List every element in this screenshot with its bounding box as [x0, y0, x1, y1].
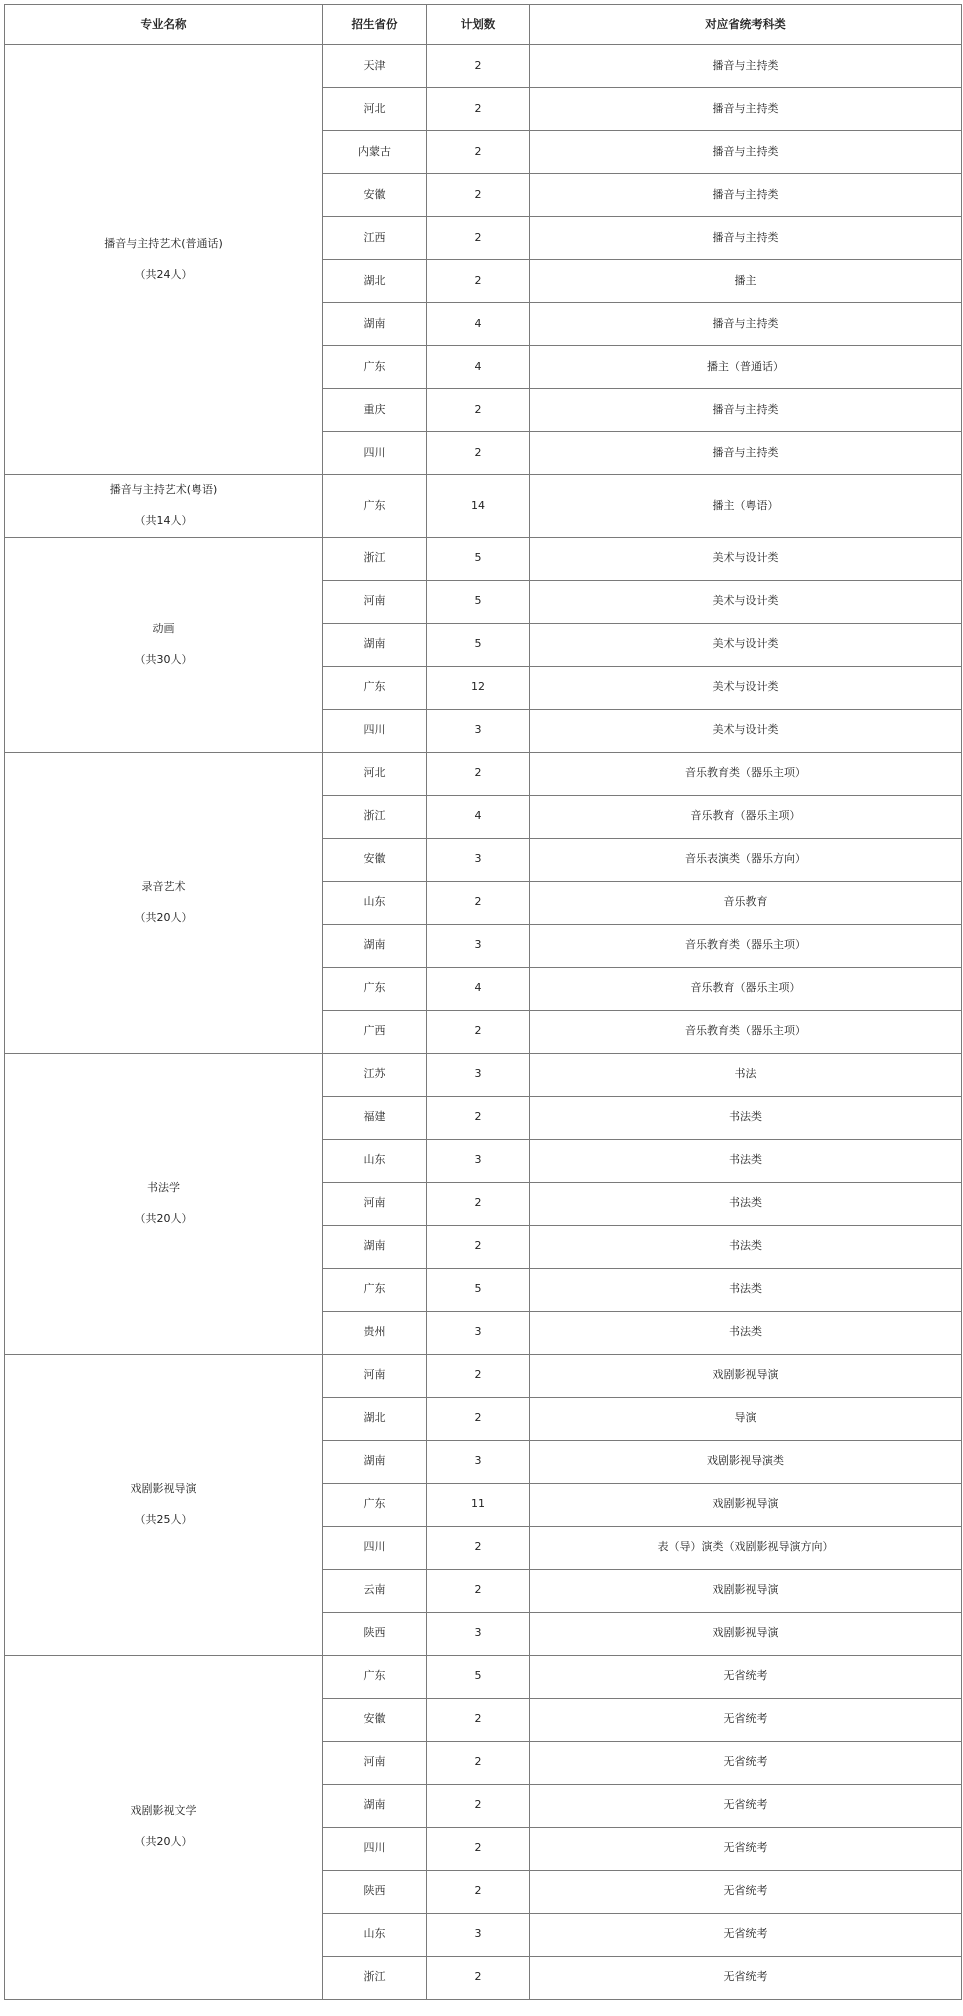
province-cell: 湖南: [323, 1225, 427, 1268]
plan-cell: 2: [427, 1096, 530, 1139]
plan-cell: 3: [427, 1913, 530, 1956]
category-cell: 书法类: [530, 1182, 962, 1225]
major-cell: [5, 45, 323, 475]
category-cell: 播音与主持类: [530, 131, 962, 174]
province-cell: 贵州: [323, 1311, 427, 1354]
category-cell: 书法类: [530, 1139, 962, 1182]
category-cell: 播音与主持类: [530, 217, 962, 260]
category-cell: 音乐教育类（器乐主项）: [530, 752, 962, 795]
plan-cell: 2: [427, 45, 530, 88]
category-cell: 播主（粤语）: [530, 475, 962, 538]
category-cell: 音乐教育（器乐主项）: [530, 967, 962, 1010]
province-cell: 广西: [323, 1010, 427, 1053]
category-cell: 音乐教育类（器乐主项）: [530, 924, 962, 967]
plan-cell: 2: [427, 1354, 530, 1397]
category-cell: 播音与主持类: [530, 174, 962, 217]
province-cell: 陕西: [323, 1612, 427, 1655]
province-cell: 河南: [323, 1182, 427, 1225]
category-cell: 无省统考: [530, 1913, 962, 1956]
category-cell: 播音与主持类: [530, 303, 962, 346]
category-cell: 书法类: [530, 1096, 962, 1139]
category-cell: 播主（普通话）: [530, 346, 962, 389]
admission-plan-table: [4, 4, 962, 2000]
plan-cell: 3: [427, 1440, 530, 1483]
plan-cell: 3: [427, 838, 530, 881]
major-cell: [5, 1655, 323, 1999]
table-row: [5, 537, 962, 580]
plan-cell: 3: [427, 1139, 530, 1182]
province-cell: 四川: [323, 1827, 427, 1870]
province-cell: 江苏: [323, 1053, 427, 1096]
plan-cell: 3: [427, 1311, 530, 1354]
plan-cell: 2: [427, 1010, 530, 1053]
header-major: 专业名称: [5, 5, 323, 45]
plan-cell: 2: [427, 1741, 530, 1784]
plan-cell: 4: [427, 795, 530, 838]
category-cell: 播主: [530, 260, 962, 303]
province-cell: 内蒙古: [323, 131, 427, 174]
category-cell: 美术与设计类: [530, 580, 962, 623]
plan-cell: 2: [427, 1698, 530, 1741]
plan-cell: 3: [427, 924, 530, 967]
province-cell: 广东: [323, 475, 427, 538]
province-cell: 广东: [323, 1483, 427, 1526]
major-total: （共14人）: [134, 513, 193, 527]
table-row: [5, 1354, 962, 1397]
plan-cell: 5: [427, 537, 530, 580]
table-row: [5, 1053, 962, 1096]
province-cell: 浙江: [323, 1956, 427, 1999]
province-cell: 湖北: [323, 1397, 427, 1440]
plan-cell: 3: [427, 1612, 530, 1655]
major-name: 播音与主持艺术(普通话): [104, 236, 223, 250]
major-name: 录音艺术: [141, 879, 186, 893]
plan-cell: 5: [427, 580, 530, 623]
plan-cell: 14: [427, 475, 530, 538]
major-total: （共20人）: [134, 1211, 193, 1225]
province-cell: 河南: [323, 580, 427, 623]
province-cell: 广东: [323, 1655, 427, 1698]
plan-cell: 2: [427, 88, 530, 131]
plan-cell: 2: [427, 1526, 530, 1569]
category-cell: 美术与设计类: [530, 537, 962, 580]
plan-cell: 2: [427, 1182, 530, 1225]
category-cell: 戏剧影视导演: [530, 1354, 962, 1397]
province-cell: 河南: [323, 1741, 427, 1784]
category-cell: 导演: [530, 1397, 962, 1440]
major-cell: [5, 1354, 323, 1655]
province-cell: 山东: [323, 1139, 427, 1182]
table-row: [5, 45, 962, 88]
category-cell: 戏剧影视导演: [530, 1483, 962, 1526]
province-cell: 湖南: [323, 924, 427, 967]
major-total: （共25人）: [134, 1512, 193, 1526]
province-cell: 湖南: [323, 1784, 427, 1827]
table-row: [5, 1655, 962, 1698]
plan-cell: 2: [427, 752, 530, 795]
category-cell: 戏剧影视导演: [530, 1612, 962, 1655]
plan-cell: 2: [427, 1225, 530, 1268]
category-cell: 书法: [530, 1053, 962, 1096]
province-cell: 河北: [323, 752, 427, 795]
province-cell: 湖南: [323, 623, 427, 666]
plan-cell: 4: [427, 346, 530, 389]
category-cell: 美术与设计类: [530, 623, 962, 666]
category-cell: 播音与主持类: [530, 432, 962, 475]
category-cell: 音乐教育: [530, 881, 962, 924]
category-cell: 播音与主持类: [530, 389, 962, 432]
category-cell: 无省统考: [530, 1741, 962, 1784]
major-total: （共30人）: [134, 652, 193, 666]
major-name: 书法学: [147, 1180, 180, 1194]
province-cell: 浙江: [323, 795, 427, 838]
major-cell: [5, 1053, 323, 1354]
header-plan: 计划数: [427, 5, 530, 45]
province-cell: 河北: [323, 88, 427, 131]
province-cell: 湖南: [323, 1440, 427, 1483]
plan-cell: 4: [427, 303, 530, 346]
province-cell: 福建: [323, 1096, 427, 1139]
major-name: 播音与主持艺术(粤语): [109, 483, 218, 496]
province-cell: 浙江: [323, 537, 427, 580]
plan-cell: 2: [427, 131, 530, 174]
plan-cell: 2: [427, 1397, 530, 1440]
province-cell: 山东: [323, 881, 427, 924]
province-cell: 四川: [323, 709, 427, 752]
major-cell: [5, 752, 323, 1053]
category-cell: 无省统考: [530, 1956, 962, 1999]
province-cell: 四川: [323, 1526, 427, 1569]
plan-cell: 2: [427, 260, 530, 303]
plan-cell: 2: [427, 1956, 530, 1999]
province-cell: 安徽: [323, 1698, 427, 1741]
plan-cell: 5: [427, 623, 530, 666]
plan-cell: 3: [427, 1053, 530, 1096]
plan-cell: 11: [427, 1483, 530, 1526]
province-cell: 四川: [323, 432, 427, 475]
category-cell: 戏剧影视导演: [530, 1569, 962, 1612]
plan-cell: 2: [427, 881, 530, 924]
province-cell: 云南: [323, 1569, 427, 1612]
plan-cell: 2: [427, 174, 530, 217]
category-cell: 无省统考: [530, 1784, 962, 1827]
category-cell: 无省统考: [530, 1827, 962, 1870]
category-cell: 美术与设计类: [530, 666, 962, 709]
category-cell: 无省统考: [530, 1698, 962, 1741]
table-body: [5, 45, 962, 2000]
plan-cell: 2: [427, 1784, 530, 1827]
province-cell: 天津: [323, 45, 427, 88]
plan-cell: 3: [427, 709, 530, 752]
category-cell: 播音与主持类: [530, 45, 962, 88]
category-cell: 书法类: [530, 1311, 962, 1354]
province-cell: 湖南: [323, 303, 427, 346]
province-cell: 江西: [323, 217, 427, 260]
table-row: [5, 475, 962, 538]
header-province: 招生省份: [323, 5, 427, 45]
category-cell: 书法类: [530, 1225, 962, 1268]
plan-cell: 2: [427, 389, 530, 432]
province-cell: 安徽: [323, 174, 427, 217]
province-cell: 广东: [323, 346, 427, 389]
province-cell: 河南: [323, 1354, 427, 1397]
category-cell: 播音与主持类: [530, 88, 962, 131]
major-total: （共24人）: [134, 267, 193, 281]
plan-cell: 2: [427, 217, 530, 260]
province-cell: 湖北: [323, 260, 427, 303]
major-name: 动画: [152, 621, 175, 635]
major-total: （共20人）: [134, 1835, 193, 1849]
province-cell: 重庆: [323, 389, 427, 432]
category-cell: 音乐教育类（器乐主项）: [530, 1010, 962, 1053]
major-cell: [5, 475, 323, 538]
category-cell: 音乐表演类（器乐方向）: [530, 838, 962, 881]
category-cell: 无省统考: [530, 1870, 962, 1913]
province-cell: 安徽: [323, 838, 427, 881]
plan-cell: 2: [427, 1870, 530, 1913]
plan-cell: 2: [427, 432, 530, 475]
table-row: [5, 752, 962, 795]
header-category: 对应省统考科类: [530, 5, 962, 45]
plan-cell: 12: [427, 666, 530, 709]
plan-cell: 5: [427, 1268, 530, 1311]
province-cell: 广东: [323, 1268, 427, 1311]
plan-cell: 2: [427, 1827, 530, 1870]
table-header-row: [5, 5, 962, 45]
category-cell: 美术与设计类: [530, 709, 962, 752]
plan-cell: 2: [427, 1569, 530, 1612]
plan-cell: 5: [427, 1655, 530, 1698]
major-cell: [5, 537, 323, 752]
province-cell: 广东: [323, 967, 427, 1010]
category-cell: 戏剧影视导演类: [530, 1440, 962, 1483]
category-cell: 书法类: [530, 1268, 962, 1311]
major-total: （共20人）: [134, 910, 193, 924]
plan-cell: 4: [427, 967, 530, 1010]
category-cell: 音乐教育（器乐主项）: [530, 795, 962, 838]
category-cell: 无省统考: [530, 1655, 962, 1698]
major-name: 戏剧影视导演: [130, 1481, 197, 1495]
province-cell: 陕西: [323, 1870, 427, 1913]
province-cell: 广东: [323, 666, 427, 709]
major-name: 戏剧影视文学: [130, 1804, 197, 1818]
category-cell: 表（导）演类（戏剧影视导演方向）: [530, 1526, 962, 1569]
province-cell: 山东: [323, 1913, 427, 1956]
